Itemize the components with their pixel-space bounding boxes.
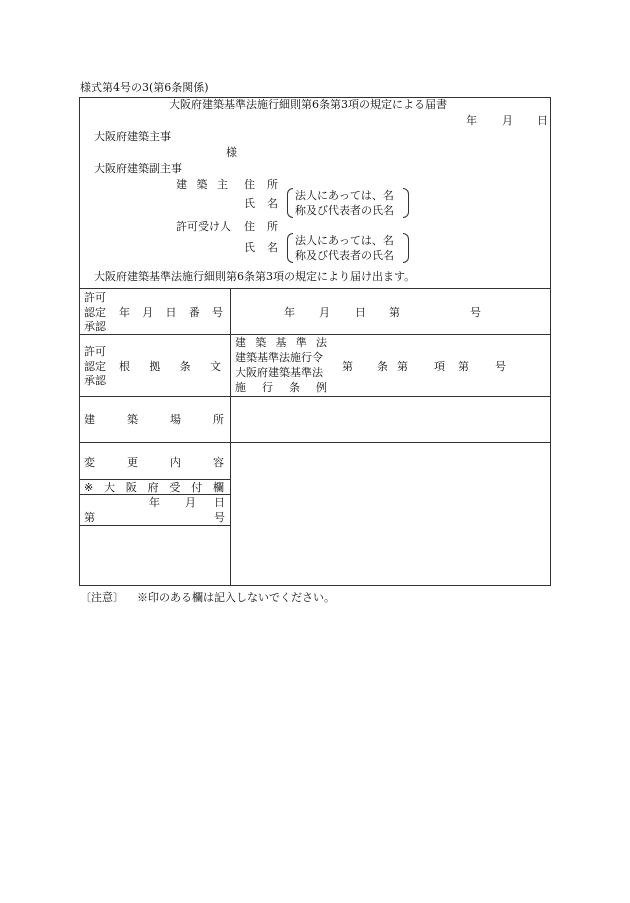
row1-prefix: 許可 認定 承認 xyxy=(84,291,106,333)
table-top-divider xyxy=(79,288,551,289)
row1-year: 年 xyxy=(284,306,295,319)
law-enforcement-order: 建築基準法施行令 xyxy=(235,351,323,364)
row-divider xyxy=(79,525,231,526)
reception-day: 日 xyxy=(214,496,225,509)
row1-day: 日 xyxy=(355,306,366,319)
reception-month: 月 xyxy=(185,496,196,509)
row2-prefix: 許可 認定 承認 xyxy=(84,345,106,387)
note-text: ※印のある欄は記入しないでください。 xyxy=(137,591,335,604)
row1-label: 年 月 日 番 号 xyxy=(119,306,223,319)
honorific-sama: 様 xyxy=(226,146,237,159)
item-prefix: 第 xyxy=(458,360,469,373)
row-divider xyxy=(79,479,231,480)
owner-label: 建 築 主 xyxy=(176,178,228,191)
paragraph-suffix: 項 xyxy=(434,360,445,373)
form-title: 大阪府建築基準法施行細則第6条第3項の規定による届書 xyxy=(169,98,447,111)
law-osaka-standards: 大阪府建築基準法 xyxy=(235,366,323,379)
row1-month: 月 xyxy=(319,306,330,319)
date-year-label: 年 xyxy=(466,114,477,127)
building-site-label: 建 築 場 所 xyxy=(84,413,224,426)
permittee-label: 許可受け人 xyxy=(176,220,231,233)
row-divider xyxy=(79,334,551,335)
law-enforcement-ordinance: 施 行 条 例 xyxy=(235,381,327,394)
owner-name-note: 法人にあっては、名 称及び代表者の氏名 xyxy=(287,188,409,220)
item-suffix: 号 xyxy=(495,360,506,373)
addressee-deputy: 大阪府建築副主事 xyxy=(94,162,182,175)
reception-number-suffix: 号 xyxy=(214,511,225,524)
row2-label: 根 拠 条 文 xyxy=(119,360,221,373)
article-prefix: 第 xyxy=(342,360,353,373)
owner-name-label: 氏 名 xyxy=(244,197,278,210)
form-number: 様式第4号の3(第6条関係) xyxy=(80,81,209,94)
right-brace-icon xyxy=(403,188,409,218)
left-brace-icon xyxy=(287,233,293,263)
row-divider xyxy=(79,396,551,397)
addressee-chief: 大阪府建築主事 xyxy=(94,130,171,143)
change-details-label: 変 更 内 容 xyxy=(84,456,224,469)
permittee-address-label: 住 所 xyxy=(244,220,278,233)
owner-address-label: 住 所 xyxy=(244,178,278,191)
column-divider xyxy=(230,288,231,586)
row1-number-prefix: 第 xyxy=(389,306,400,319)
permittee-name-note: 法人にあっては、名 称及び代表者の氏名 xyxy=(287,233,409,265)
paragraph-prefix: 第 xyxy=(397,360,408,373)
date-day-label: 日 xyxy=(537,114,548,127)
reception-number-prefix: 第 xyxy=(84,511,95,524)
row1-number-suffix: 号 xyxy=(470,306,481,319)
law-building-standards: 建 築 基 準 法 xyxy=(235,336,327,349)
left-brace-icon xyxy=(287,188,293,218)
reception-label: ※ 大 阪 府 受 付 欄 xyxy=(84,481,224,494)
row-divider xyxy=(79,442,551,443)
date-month-label: 月 xyxy=(502,114,513,127)
permittee-name-label: 氏 名 xyxy=(244,241,278,254)
declaration-text: 大阪府建築基準法施行細則第6条第3項の規定により届け出ます。 xyxy=(94,270,416,283)
right-brace-icon xyxy=(403,233,409,263)
reception-year: 年 xyxy=(149,496,160,509)
article-suffix: 条 xyxy=(377,360,388,373)
note-label: 〔注意〕 xyxy=(80,591,124,604)
